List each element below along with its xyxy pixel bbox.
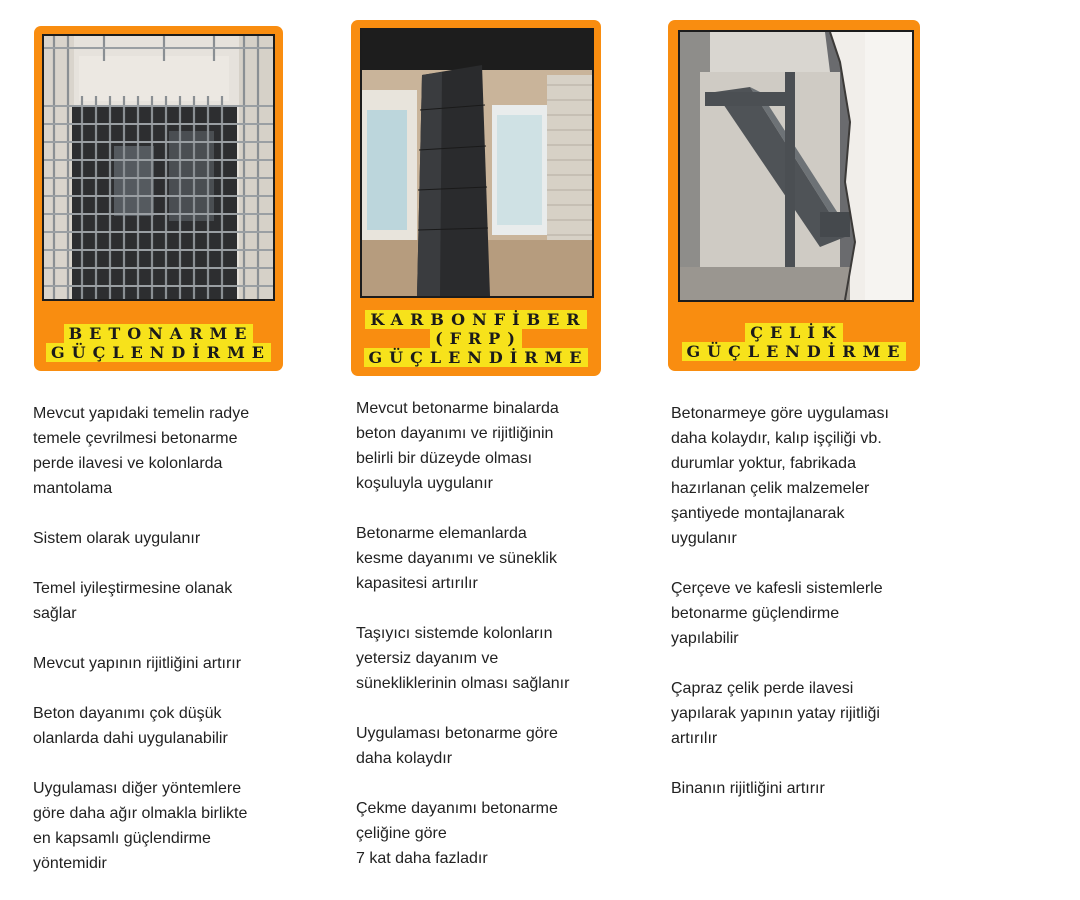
photo-betonarme — [42, 34, 275, 301]
photo-celik — [678, 30, 914, 302]
card-karbonfiber — [351, 20, 601, 376]
card-title-betonarme — [34, 324, 283, 362]
title-line: BETONARME — [64, 324, 254, 343]
photo-karbonfiber — [360, 28, 594, 298]
description-celik: Betonarmeye göre uygulaması daha kolaydır, kalıp işçiliği vb. durumlar yoktur, fabrikada hazırlanan çelik malzemeler şantiyede montajlanarak uygulanır Çerçeve ve kafesli sistemlerle betonarme güçlendirme yapılabilir Çapraz çelik perde ilavesi yapılarak yapının yatay rijitliği artırılır Binanın rijitliğini artırır — [671, 405, 889, 797]
description-karbonfiber: Mevcut betonarme binalarda beton dayanımı ve rijitliğinin belirli bir düzeyde olması koşuluyla uygulanır Betonarme elemanlarda kesme dayanımı ve süneklik kapasitesi artırılır Taşıyıcı sistemde kolonların yetersiz dayanım ve sünekliklerinin olması sağlanır Uygulaması betonarme göre daha kolaydır Çekme dayanımı betonarme çeliğine göre 7 kat daha fazladır — [356, 400, 570, 867]
rebar-cage-icon — [44, 36, 273, 299]
title-line: GÜÇLENDİRME — [364, 348, 589, 367]
card-title-celik — [668, 323, 920, 361]
carbon-fiber-column-icon — [362, 30, 592, 296]
title-line: GÜÇLENDİRME — [682, 342, 907, 361]
title-line: ÇELİK — [745, 323, 843, 342]
card-celik — [668, 20, 920, 371]
description-betonarme: Mevcut yapıdaki temelin radye temele çevrilmesi betonarme perde ilavesi ve kolonlarda mantolama Sistem olarak uygulanır Temel iyileştirmesine olanak sağlar Mevcut yapının rijitliğini artırır Beton dayanımı çok düşük olanlarda dahi uygulanabilir Uygulaması diğer yöntemlere göre daha ağır olmakla birlikte en kapsamlı güçlendirme yöntemidir — [33, 405, 250, 872]
card-title-karbonfiber — [351, 310, 601, 367]
title-line: KARBONFİBER — [365, 310, 586, 329]
card-betonarme — [34, 26, 283, 371]
title-line: (FRP) — [430, 329, 522, 348]
steel-brace-icon — [680, 32, 912, 300]
title-line: GÜÇLENDİRME — [46, 343, 271, 362]
